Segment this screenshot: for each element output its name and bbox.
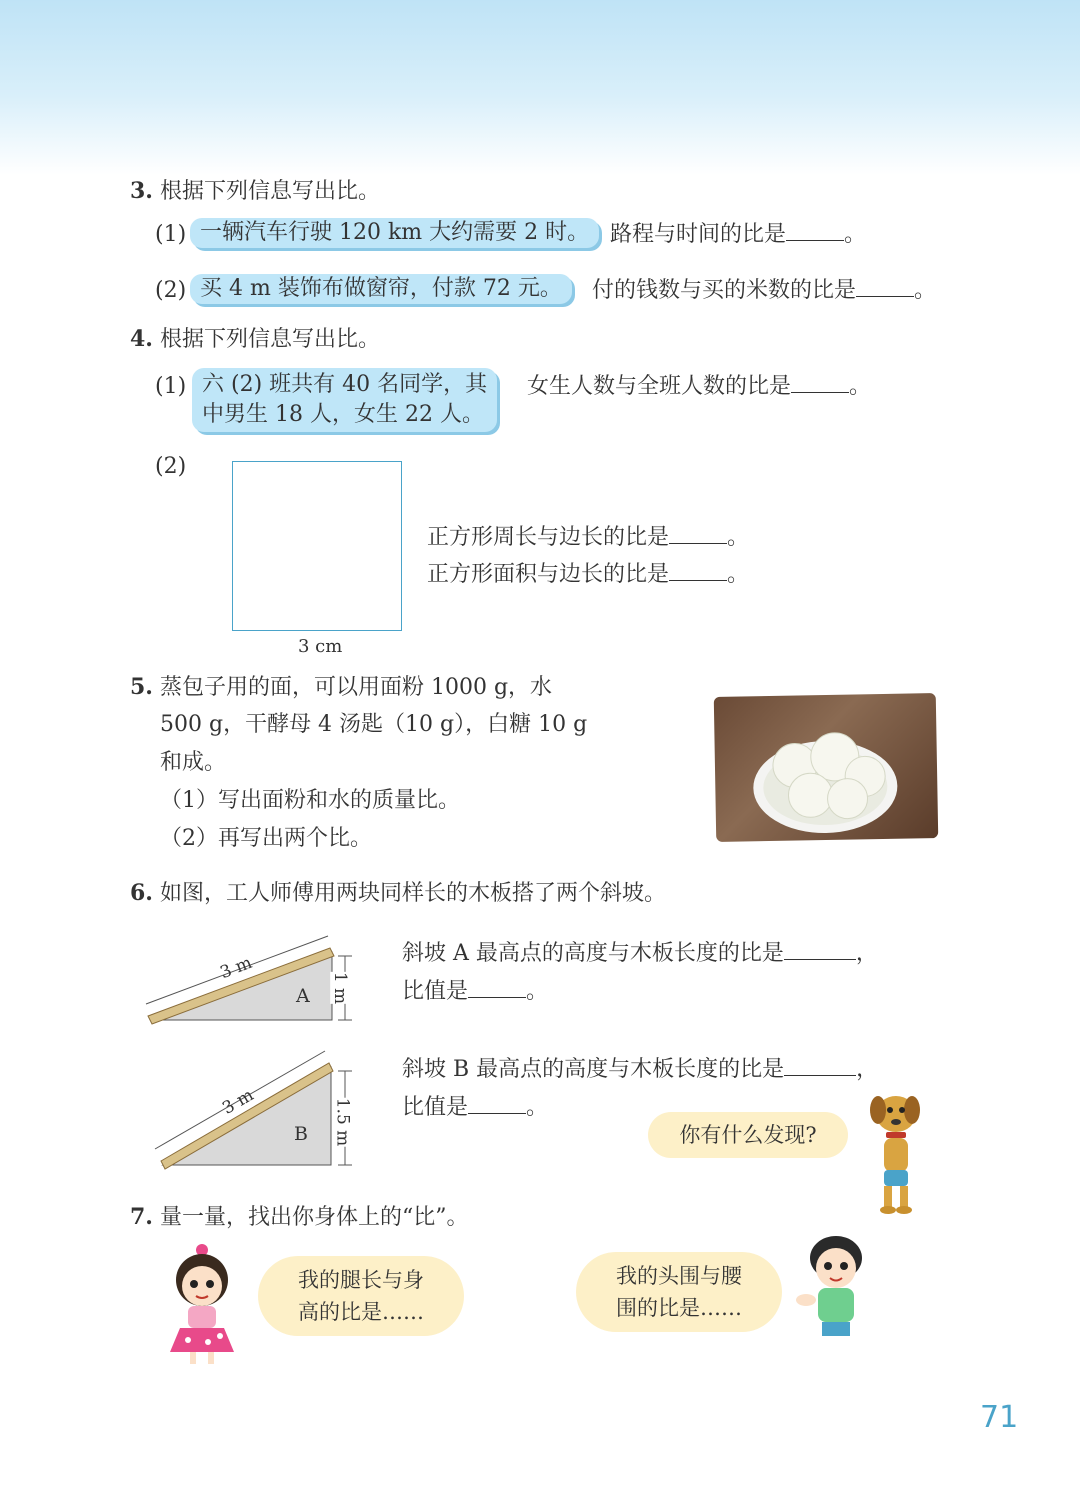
q4-item2-question1: 正方形周长与边长的比是 。 xyxy=(427,525,750,550)
q7-title: 7. 量一量，找出你身体上的“比”。 xyxy=(130,1204,469,1230)
steamed-buns-photo xyxy=(714,693,938,842)
q4-item1-bubble: 六 (2) 班共有 40 名同学，其 中男生 18 人，女生 22 人。 xyxy=(192,368,497,432)
q5-sub1: （1）写出面粉和水的质量比。 xyxy=(160,788,460,813)
slope-a-ratio: 比值是 。 xyxy=(402,979,549,1004)
q4-item2-question2: 正方形面积与边长的比是 。 xyxy=(427,562,750,587)
girl-character-icon xyxy=(150,1242,250,1367)
answer-blank[interactable] xyxy=(784,939,856,960)
boy-character-icon xyxy=(788,1230,878,1340)
q5-line2: 500 g，干酵母 4 汤匙（10 g），白糖 10 g xyxy=(160,712,588,737)
q3-title: 3. 根据下列信息写出比。 xyxy=(130,178,380,204)
q4-item1-label: (1) xyxy=(155,374,187,399)
q3-item1-label: (1) xyxy=(155,222,187,247)
q4-item2-label: (2) xyxy=(155,454,187,479)
square-side-label: 3 cm xyxy=(298,636,343,657)
page-number: 71 xyxy=(980,1400,1019,1435)
answer-blank[interactable] xyxy=(791,372,849,393)
answer-blank[interactable] xyxy=(784,1055,856,1076)
boy-speech-bubble: 我的头围与腰 围的比是…… xyxy=(576,1252,782,1332)
q3-item2-question: 付的钱数与买的米数的比是 。 xyxy=(592,278,937,303)
slope-b-ratio: 比值是 。 xyxy=(402,1095,549,1120)
answer-blank[interactable] xyxy=(669,560,727,581)
header-band xyxy=(0,0,1080,175)
q4-title: 4. 根据下列信息写出比。 xyxy=(130,326,380,352)
q3-item1-bubble: 一辆汽车行驶 120 km 大约需要 2 时。 xyxy=(190,218,599,248)
steamed-buns-illustration xyxy=(714,693,938,842)
answer-blank[interactable] xyxy=(856,276,914,297)
slope-b-board-label: 3 m xyxy=(219,1085,258,1119)
q5-line1: 5. 蒸包子用的面，可以用面粉 1000 g，水 xyxy=(130,674,553,700)
answer-blank[interactable] xyxy=(786,220,844,241)
q3-item2-bubble: 买 4 m 装饰布做窗帘，付款 72 元。 xyxy=(190,274,572,304)
dog-speech-bubble: 你有什么发现? xyxy=(648,1112,848,1158)
q5-line3: 和成。 xyxy=(160,750,227,775)
slope-a-question: 斜坡 A 最高点的高度与木板长度的比是 ， xyxy=(402,941,878,966)
answer-blank[interactable] xyxy=(468,1093,526,1114)
dog-mascot-icon xyxy=(862,1088,928,1216)
answer-blank[interactable] xyxy=(669,523,727,544)
square-figure xyxy=(232,461,402,631)
answer-blank[interactable] xyxy=(468,977,526,998)
girl-speech-bubble: 我的腿长与身 高的比是…… xyxy=(258,1256,464,1336)
q4-item1-question: 女生人数与全班人数的比是 。 xyxy=(527,374,872,399)
slope-b-name: B xyxy=(294,1123,308,1145)
slope-a-board-label: 3 m xyxy=(217,952,255,984)
slope-a-height-label: 1 m xyxy=(330,971,351,1005)
slope-b-question: 斜坡 B 最高点的高度与木板长度的比是 ， xyxy=(402,1057,879,1082)
slope-a-name: A xyxy=(296,985,310,1007)
q6-title: 6. 如图，工人师傅用两块同样长的木板搭了两个斜坡。 xyxy=(130,880,666,906)
q5-sub2: （2）再写出两个比。 xyxy=(160,826,372,851)
slope-b-height-label: 1.5 m xyxy=(332,1097,353,1147)
q3-item1-question: 路程与时间的比是 。 xyxy=(610,222,867,247)
q3-item2-label: (2) xyxy=(155,278,187,303)
